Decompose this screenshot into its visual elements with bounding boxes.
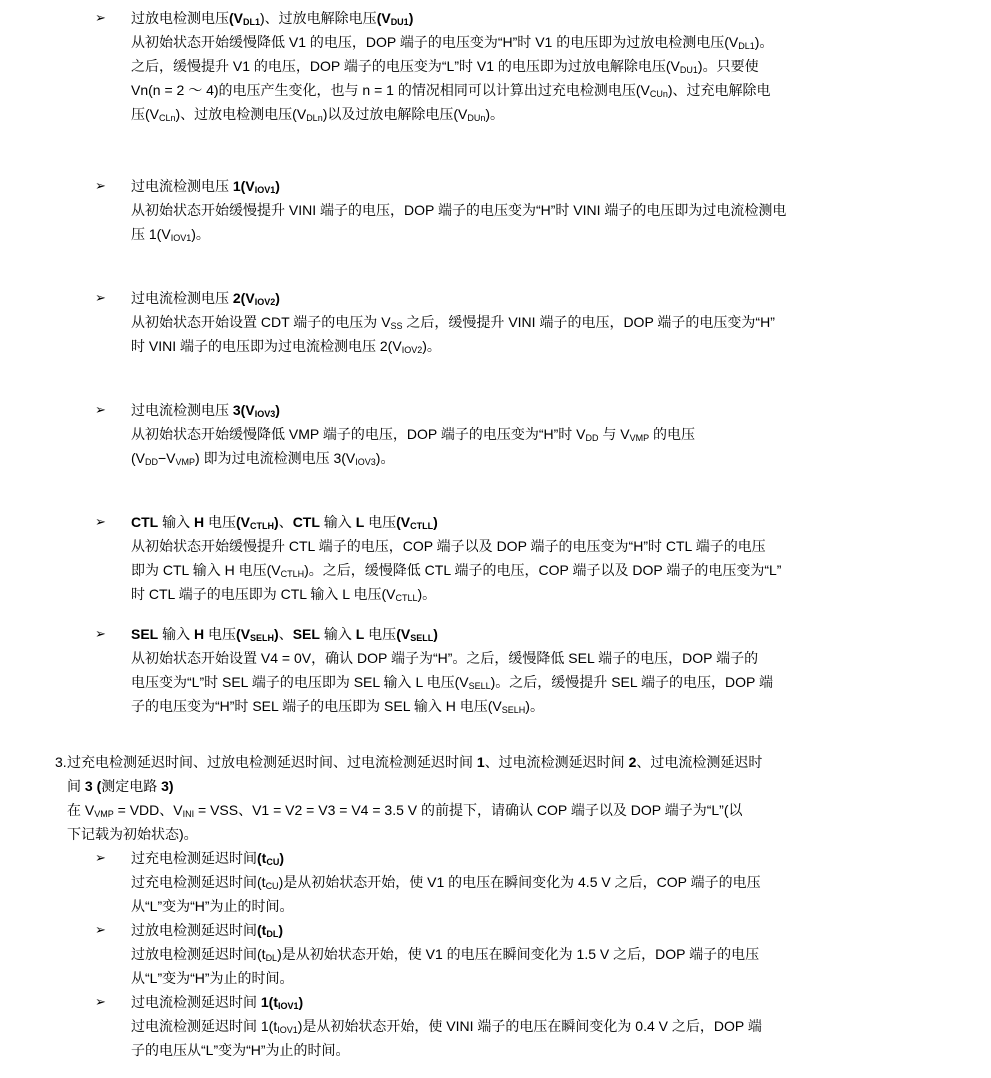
subitem-body-line: 子的电压从“L”变为“H”为止的时间。	[131, 1042, 350, 1058]
section-number: 3.	[55, 754, 67, 770]
subitem-title: 过电流检测延迟时间 $1(t_{IOV1})$	[131, 994, 304, 1011]
bullet-arrow-icon: ➢	[95, 10, 106, 25]
section-intro-line: 下记载为初始状态)。	[67, 826, 198, 842]
item-title: 过放电检测电压$(V_{DL1})$、过放电解除电压$(V_{DU1})$	[131, 10, 414, 27]
item-body-line: $(V_{DD}-V_{VMP})$ 即为过电流检测电压 $3(V_{IOV3})$。	[131, 450, 395, 467]
subitem-title: 过充电检测延迟时间$(t_{CU})$	[131, 850, 284, 867]
bullet-arrow-icon: ➢	[95, 994, 106, 1009]
item-body-line: 电压变为“L”时 SEL 端子的电压即为 SEL 输入 L 电压$(V_{SELL})$。之后，缓慢提升 SEL 端子的电压，DOP 端	[131, 674, 773, 691]
bullet-arrow-icon: ➢	[95, 626, 106, 641]
item-body-line: 之后，缓慢提升 V1 的电压，DOP 端子的电压变为“L”时 V1 的电压即为过放电解除电压$(V_{DU1})$。只要使	[131, 58, 759, 75]
item-title: 过电流检测电压 $1(V_{IOV1})$	[131, 178, 280, 195]
bullet-arrow-icon: ➢	[95, 290, 106, 305]
subitem-body-line: 过放电检测延迟时间$(t_{DL})$是从初始状态开始，使 V1 的电压在瞬间变化为 1.5 V 之后，DOP 端子的电压	[131, 946, 760, 963]
bullet-arrow-icon: ➢	[95, 514, 106, 529]
item-body-line: 从初始状态开始缓慢降低 VMP 端子的电压，DOP 端子的电压变为“H”时 $V_{DD}$ 与 $V_{VMP}$ 的电压	[131, 426, 696, 443]
subitem-body-line: 过充电检测延迟时间$(t_{CU})$是从初始状态开始，使 V1 的电压在瞬间变化为 4.5 V 之后，COP 端子的电压	[131, 874, 761, 891]
bullet-arrow-icon: ➢	[95, 178, 106, 193]
item-body-line: 压 $1(V_{IOV1})$。	[131, 226, 210, 243]
bullet-arrow-icon: ➢	[95, 850, 106, 865]
subitem-body-line: 从“L”变为“H”为止的时间。	[131, 970, 294, 986]
item-body-line: 从初始状态开始缓慢提升 CTL 端子的电压，COP 端子以及 DOP 端子的电压变为“H”时 CTL 端子的电压	[131, 538, 766, 554]
item-body-line: 从初始状态开始设置 CDT 端子的电压为 $V_{SS}$ 之后，缓慢提升 VINI 端子的电压，DOP 端子的电压变为“H”	[131, 314, 775, 331]
item-body-line: 从初始状态开始缓慢降低 V1 的电压，DOP 端子的电压变为“H”时 V1 的电压即为过放电检测电压$(V_{DL1})$。	[131, 34, 774, 51]
section-heading-line: 过充电检测延迟时间、过放电检测延迟时间、过电流检测延迟时间 1、过电流检测延迟时间 2、过电流检测延迟时	[67, 754, 763, 770]
item-body-line: 时 CTL 端子的电压即为 CTL 输入 L 电压$(V_{CTLL})$。	[131, 586, 437, 603]
item-title: SEL 输入 H 电压$(V_{SELH})$、SEL 输入 L 电压$(V_{SELL})$	[131, 626, 438, 643]
subitem-body-line: 从“L”变为“H”为止的时间。	[131, 898, 294, 914]
item-body-line: 时 VINI 端子的电压即为过电流检测电压 $2(V_{IOV2})$。	[131, 338, 441, 355]
item-title: 过电流检测电压 $2(V_{IOV2})$	[131, 290, 280, 307]
item-body-line: 即为 CTL 输入 H 电压$(V_{CTLH})$。之后，缓慢降低 CTL 端子的电压，COP 端子以及 DOP 端子的电压变为“L”	[131, 562, 782, 579]
section-heading-line: 间 3 (测定电路 3)	[67, 778, 174, 794]
section-intro-line: 在 $V_{VMP}$ = VDD、$V_{INI}$ = VSS、V1 = V2 = V3 = V4 = 3.5 V 的前提下，请确认 COP 端子以及 DOP 端子为“L”(以	[67, 802, 743, 819]
subitem-title: 过放电检测延迟时间$(t_{DL})$	[131, 922, 283, 939]
item-body-line: Vn(n = 2 ～ 4)的电压产生变化，也与 n = 1 的情况相同可以计算出过充电检测电压$(V_{CUn})$、过充电解除电	[131, 82, 771, 99]
bullet-arrow-icon: ➢	[95, 922, 106, 937]
bullet-arrow-icon: ➢	[95, 402, 106, 417]
item-body-line: 压$(V_{CLn})$、过放电检测电压$(V_{DLn})$以及过放电解除电压$(V_{DUn})$。	[131, 106, 505, 123]
item-body-line: 子的电压变为“H”时 SEL 端子的电压即为 SEL 输入 H 电压$(V_{SELH})$。	[131, 698, 544, 715]
item-title: 过电流检测电压 $3(V_{IOV3})$	[131, 402, 280, 419]
subitem-body-line: 过电流检测延迟时间 $1(t_{IOV1})$是从初始状态开始，使 VINI 端子的电压在瞬间变化为 0.4 V 之后，DOP 端	[131, 1018, 762, 1035]
item-body-line: 从初始状态开始缓慢提升 VINI 端子的电压，DOP 端子的电压变为“H”时 VINI 端子的电压即为过电流检测电	[131, 202, 787, 218]
item-title: CTL 输入 H 电压$(V_{CTLH})$、CTL 输入 L 电压$(V_{CTLL})$	[131, 514, 438, 531]
item-body-line: 从初始状态开始设置 V4 = 0V，确认 DOP 端子为“H”。之后，缓慢降低 SEL 端子的电压，DOP 端子的	[131, 650, 759, 666]
